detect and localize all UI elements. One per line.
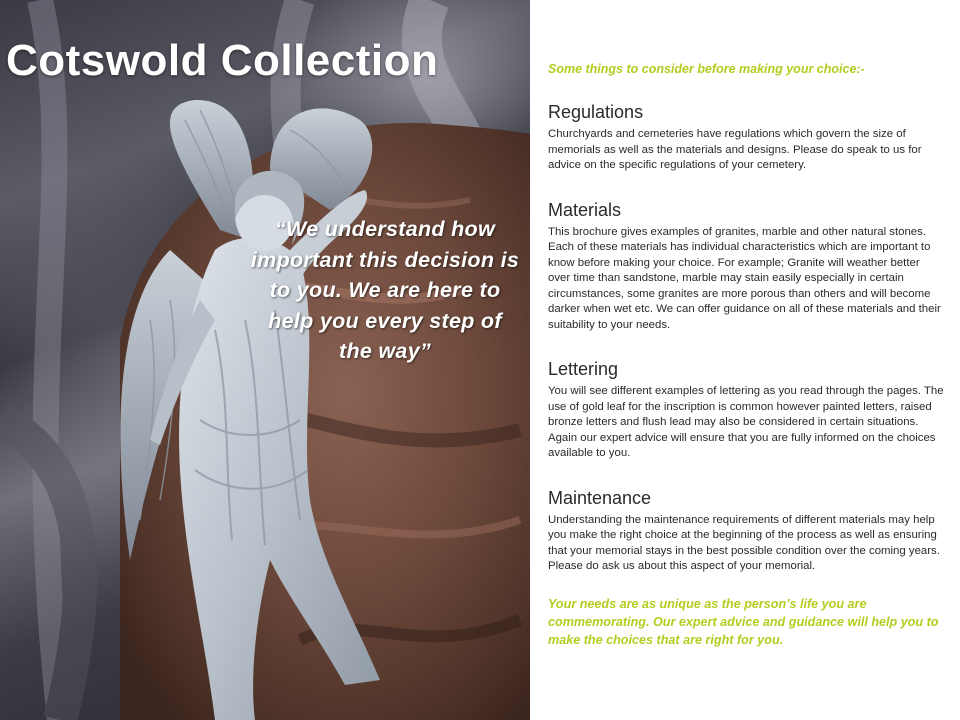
section-heading: Maintenance [548,487,652,508]
section-body: You will see different examples of lettering as you read through the pages. The use of gold leaf for the inscription is common however painted letters, raised bronze letters and flush lead may also be considered in certain situations. Again our expert advice will ensure that you are fully informed on the choices available to you. [548,385,944,459]
section-body: Churchyards and cemeteries have regulations which govern the size of memorials as well as the materials and designs. Please do speak to us for advice on the specific regulations of your cemetery. [548,128,922,171]
section-materials [548,200,944,334]
section-heading: Regulations [548,102,644,122]
section-body: Understanding the maintenance requirements of different materials may help you make the right choice at the beginning of the process as well as ensuring that your memorial stays in the best possible condition over the coming years. Please do ask us about this aspect of your memorial. [548,513,940,572]
page-title: Cotswold Collection [6,36,439,85]
section-heading: Lettering [548,359,619,379]
pull-quote: “We understand how important this decision is to you. We are here to help you every step of the way” [250,217,520,363]
intro-text: Some things to consider before making your choice:- [548,62,865,76]
section-maintenance [548,488,944,575]
text-column [548,62,944,649]
closing-statement: Your needs are as unique as the person’s life you are commemorating. Our expert advice and guidance will help you to make the choices that are right for you. [548,596,939,647]
section-lettering [548,359,944,462]
section-body: This brochure gives examples of granites, marble and other natural stones. Each of these materials has individual characteristics which are important to know before making your choice. For example; Granite will weather better over time than sandstone, marble may stain easily especially in certain circumstances, some granites are more porous than others and will become darker when wet etc. We can offer guidance on all of these materials and their suitability to your needs. [548,225,941,331]
section-regulations [548,102,944,174]
section-heading: Materials [548,199,622,220]
